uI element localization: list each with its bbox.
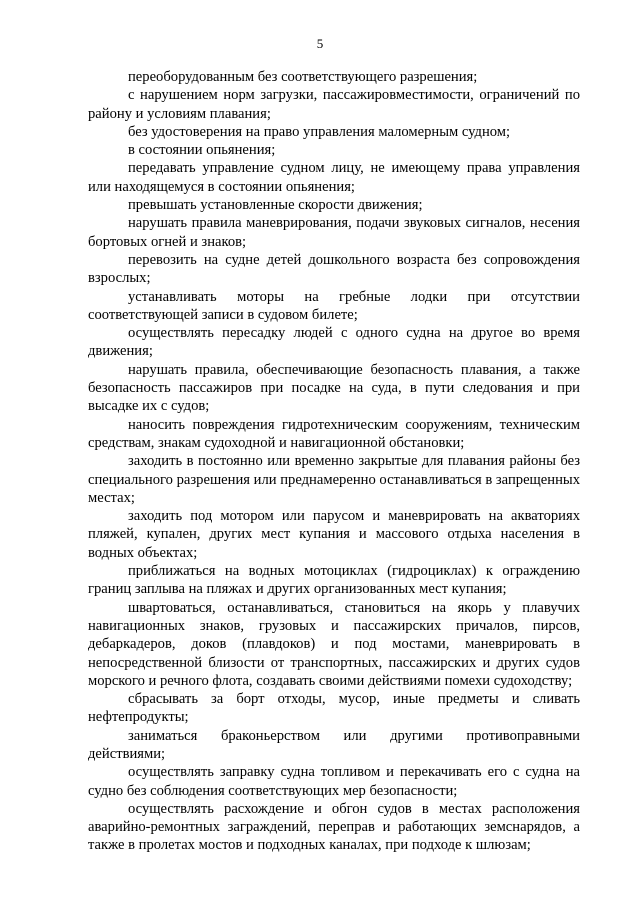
- paragraph: осуществлять заправку судна топливом и перекачивать его с судна на судно без соблюдения соответствующих мер безопасности;: [88, 764, 580, 799]
- paragraph: превышать установленные скорости движения;: [128, 197, 423, 214]
- paragraph: передавать управление судном лицу, не имеющему права управления или находящемуся в состоянии опьянения;: [88, 160, 580, 195]
- paragraph: осуществлять пересадку людей с одного судна на другое во время движения;: [88, 325, 580, 360]
- paragraph: швартоваться, останавливаться, становиться на якорь у плавучих навигационных знаков, грузовых и пассажирских причалов, пирсов, дебаркадеров, доков (плавдоков) и под мостами, маневрировать в непосредственной близости от транспортных, пассажирских и других судов морского и речного флота, создавать своими действиями помехи судоходству;: [88, 599, 580, 689]
- paragraph: нарушать правила маневрирования, подачи звуковых сигналов, несения бортовых огней и знаков;: [88, 215, 580, 250]
- page-number: 5: [316, 36, 324, 51]
- paragraph: нарушать правила, обеспечивающие безопасность плавания, а также безопасность пассажиров при посадке на суда, в пути следования и при высадке их с судов;: [88, 361, 580, 415]
- paragraph: заходить в постоянно или временно закрытые для плавания районы без специального разрешения или преднамеренно останавливаться в запрещенных местах;: [88, 453, 580, 506]
- document-body: [88, 68, 580, 855]
- paragraph: устанавливать моторы на гребные лодки при отсутствии соответствующей записи в судовом билете;: [88, 288, 580, 323]
- paragraph: заниматься браконьерством или другими противоправными действиями;: [88, 727, 580, 762]
- paragraph: приближаться на водных мотоциклах (гидроциклах) к ограждению границ заплыва на пляжах и других организованных мест купания;: [88, 563, 580, 598]
- paragraph: заходить под мотором или парусом и маневрировать на акваториях пляжей, купален, других мест купания и массового отдыха населения в водных объектах;: [88, 508, 580, 561]
- paragraph: осуществлять расхождение и обгон судов в местах расположения аварийно-ремонтных заграждений, переправ и работающих земснарядов, а также в пролетах мостов и подходных каналах, при подходе к шлюзам;: [88, 800, 580, 854]
- paragraph: в состоянии опьянения;: [128, 142, 276, 159]
- paragraph: наносить повреждения гидротехническим сооружениям, техническим средствам, знакам судоходной и навигационной обстановки;: [88, 416, 580, 451]
- paragraph: перевозить на судне детей дошкольного возраста без сопровождения взрослых;: [88, 251, 580, 287]
- paragraph: без удостоверения на право управления маломерным судном;: [128, 123, 511, 140]
- paragraph: с нарушением норм загрузки, пассажировместимости, ограничений по району и условиям плавания;: [88, 87, 580, 122]
- paragraph: сбрасывать за борт отходы, мусор, иные предметы и сливать нефтепродукты;: [88, 691, 580, 726]
- paragraph: переоборудованным без соответствующего разрешения;: [128, 69, 478, 85]
